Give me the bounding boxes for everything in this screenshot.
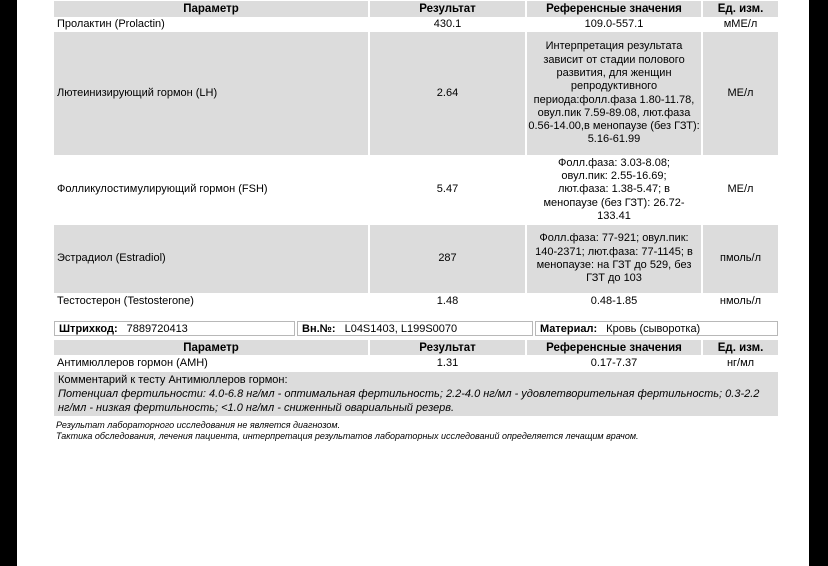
result-cell: 1.31 xyxy=(436,356,459,369)
param-cell: Антимюллеров гормон (AMH) xyxy=(57,356,208,369)
param-cell: Фолликулостимулирующий гормон (FSH) xyxy=(57,183,268,196)
reference-cell: Интерпретация результата зависит от стадии полового развития, для женщин репродуктивного периода:фолл.фаза 1.80-11.78, овул.пик 7.59-89.08, лют.фаза 0.56-14.00,в менопаузе (без ГЗТ): 5.16-61.99 xyxy=(527,32,701,155)
barcode-label: Штрихкод: xyxy=(59,322,118,335)
header-unit: Ед. изм. xyxy=(703,340,778,355)
header-unit: Ед. изм. xyxy=(703,1,778,17)
reference-cell: Фолл.фаза: 3.03-8.08; овул.пик: 2.55-16.69; лют.фаза: 1.38-5.47; в менопаузе (без ГЗТ): 26.72-133.41 xyxy=(543,156,685,222)
comment-text: Потенциал фертильности: 4.0-6.8 нг/мл - оптимальная фертильность; 2.2-4.0 нг/мл - удовлетворительная фертильность; 0.3-2.2 нг/мл - низкая фертильность; <1.0 нг/мл - сниженный овариальный резерв. xyxy=(58,388,760,415)
amh-comment xyxy=(54,372,778,416)
disclaimer-note: Результат лабораторного исследования не является диагнозом. xyxy=(56,420,341,430)
unit-cell: мМЕ/л xyxy=(723,17,758,30)
header-reference: Референсные значения xyxy=(527,1,701,17)
param-cell: Лютеинизирующий гормон (LH) xyxy=(54,32,368,155)
barcode-value: 7889720413 xyxy=(126,322,188,335)
result-cell: 2.64 xyxy=(370,32,525,155)
header-result: Результат xyxy=(370,340,525,355)
header-reference: Референсные значения xyxy=(527,340,701,355)
material-value: Кровь (сыворотка) xyxy=(606,322,701,335)
doctor-note: Тактика обследования, лечения пациента, интерпретация результатов лабораторных исследований определяется лечащим врачом. xyxy=(56,431,639,441)
reference-cell: 0.48-1.85 xyxy=(590,295,638,308)
reference-cell: 0.17-7.37 xyxy=(590,356,638,369)
unit-cell: пмоль/л xyxy=(703,225,778,293)
comment-title: Комментарий к тесту Антимюллеров гормон: xyxy=(58,374,288,386)
internal-number-value: L04S1403, L199S0070 xyxy=(344,322,458,335)
internal-number-label: Вн.№: xyxy=(302,322,336,335)
barcode-box xyxy=(54,321,295,336)
unit-cell: нмоль/л xyxy=(719,295,762,308)
reference-cell: 109.0-557.1 xyxy=(584,17,644,30)
header-parameter: Параметр xyxy=(54,1,368,17)
param-cell: Пролактин (Prolactin) xyxy=(57,17,165,30)
reference-cell: Фолл.фаза: 77-921; овул.пик: 140-2371; лют.фаза: 77-1145; в менопаузе: на ГЗТ до 529, без ГЗТ до 103 xyxy=(527,225,701,293)
result-cell: 1.48 xyxy=(436,295,459,308)
unit-cell: МЕ/л xyxy=(703,32,778,155)
result-cell: 5.47 xyxy=(436,183,459,196)
material-box xyxy=(535,321,778,336)
internal-number-box xyxy=(297,321,533,336)
result-cell: 430.1 xyxy=(433,17,462,30)
param-cell: Тестостерон (Testosterone) xyxy=(57,295,194,308)
param-cell: Эстрадиол (Estradiol) xyxy=(54,225,368,293)
header-result: Результат xyxy=(370,1,525,17)
result-cell: 287 xyxy=(370,225,525,293)
material-label: Материал: xyxy=(540,322,598,335)
unit-cell: нг/мл xyxy=(726,356,755,369)
header-parameter: Параметр xyxy=(54,340,368,355)
unit-cell: МЕ/л xyxy=(727,183,754,196)
